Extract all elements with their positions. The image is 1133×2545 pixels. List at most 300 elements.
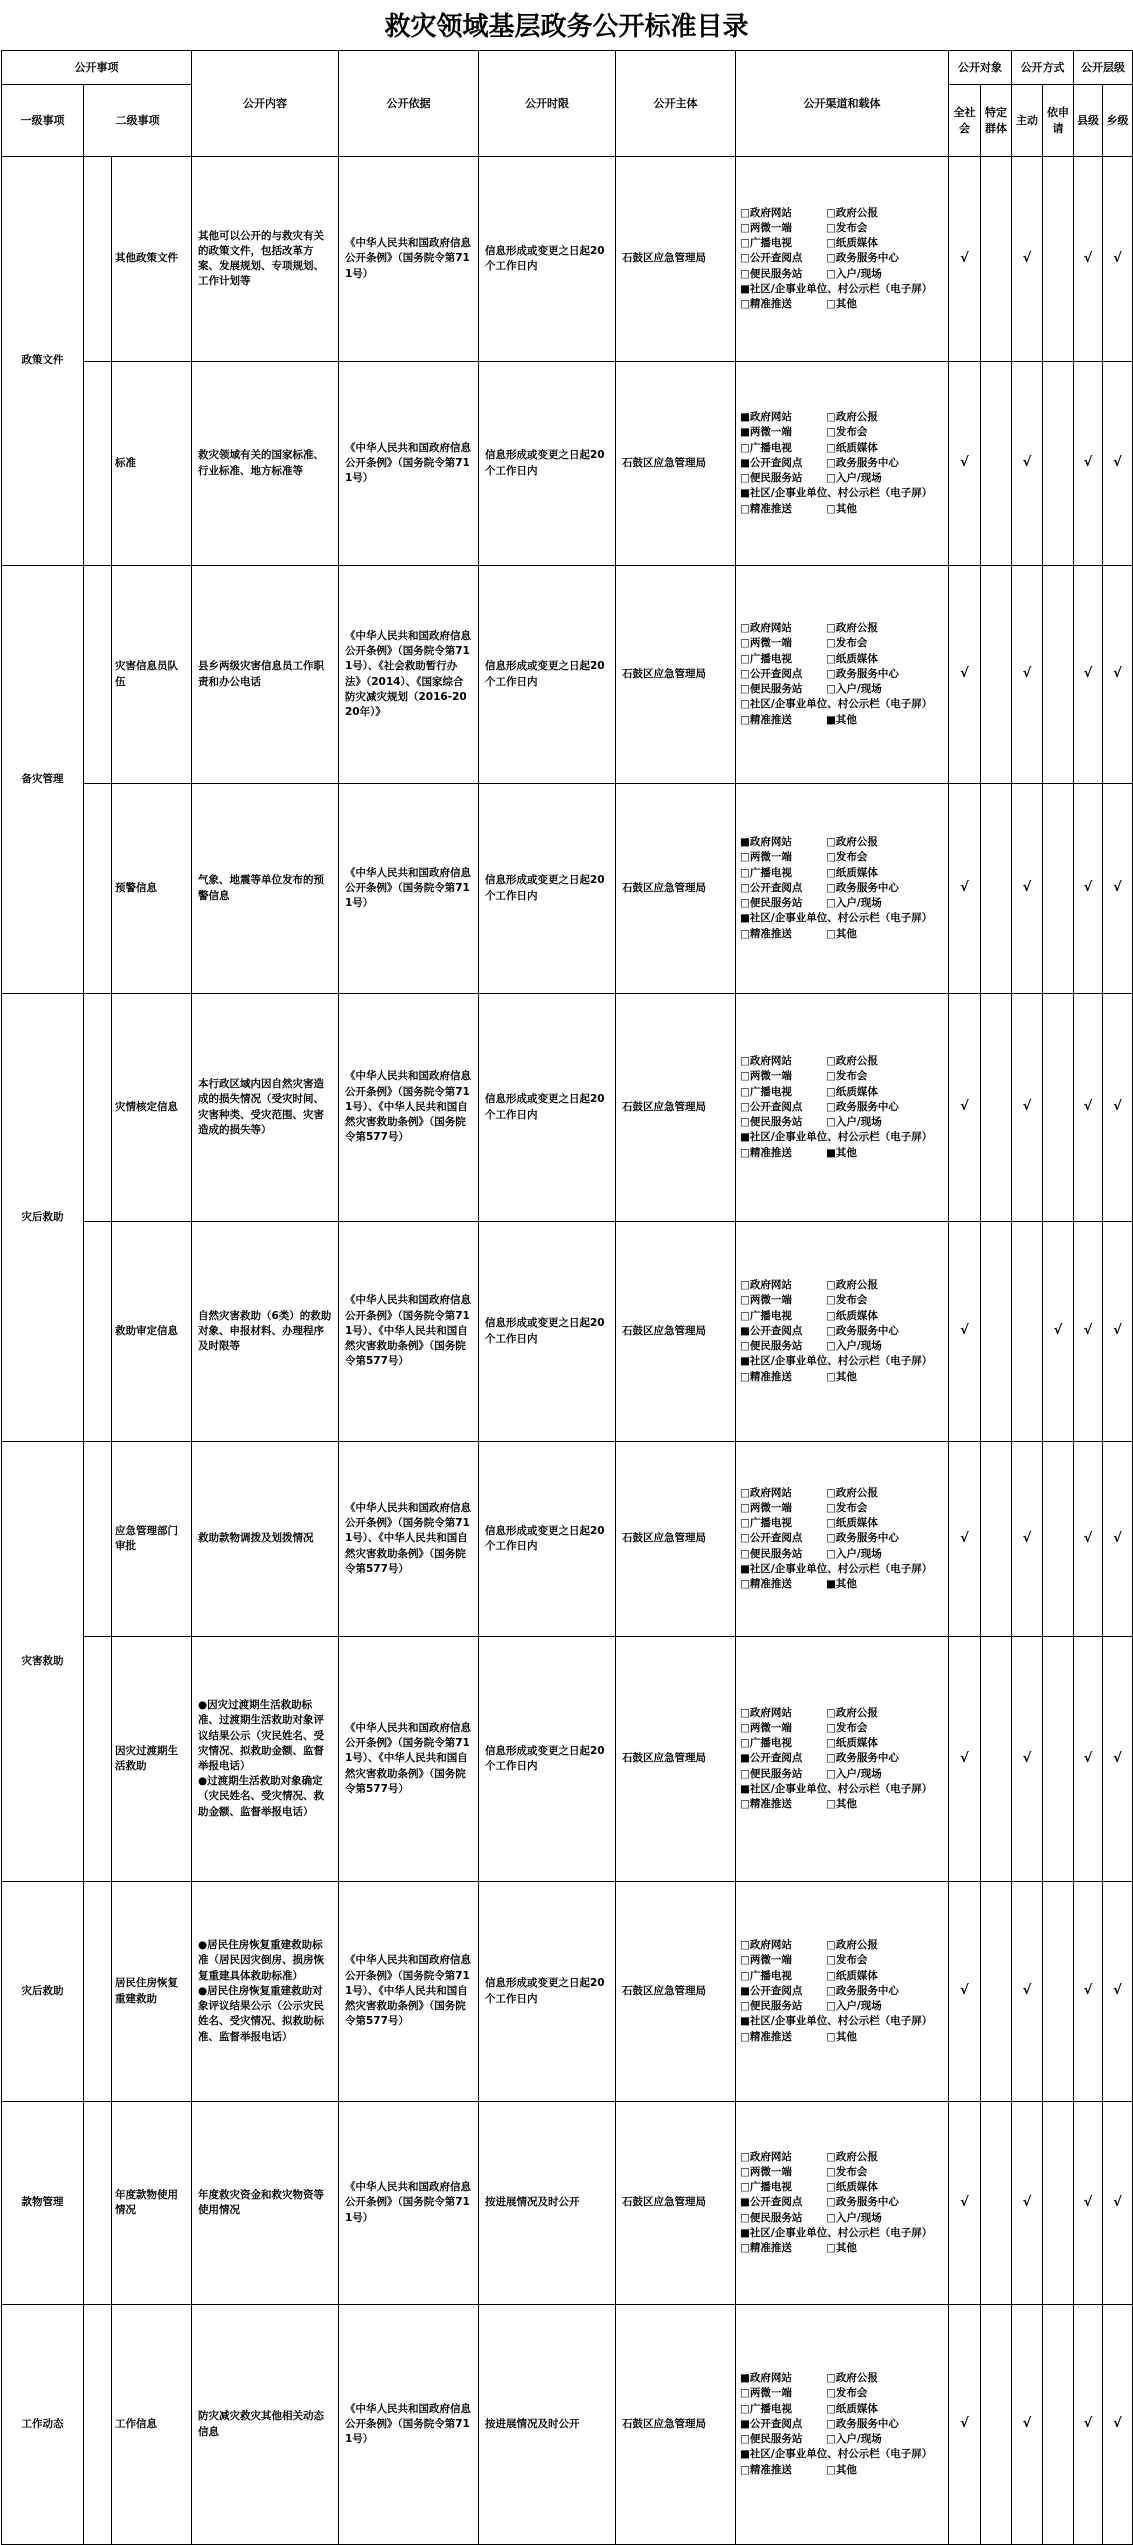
subject-cell: 石鼓区应急管理局 bbox=[616, 1222, 736, 1442]
level2-cell: 工作信息 bbox=[112, 2305, 192, 2545]
channel-option-board: ■ 公开查阅点 bbox=[740, 2195, 826, 2210]
content-cell: 救助款物调拨及划拨情况 bbox=[192, 1442, 339, 1637]
check-cell-target-all bbox=[949, 784, 981, 994]
level2-cell: 救助审定信息 bbox=[112, 1222, 192, 1442]
channel-option-service-center: □ 政务服务中心 bbox=[826, 251, 899, 266]
channel-option-press: □ 发布会 bbox=[826, 221, 867, 236]
check-mark-icon: √ bbox=[1083, 1530, 1093, 1546]
check-mark-icon: √ bbox=[1113, 2194, 1122, 2210]
check-cell-level-county bbox=[1074, 566, 1103, 784]
header-basis: 公开依据 bbox=[339, 51, 479, 157]
check-cell-method-apply bbox=[1043, 157, 1074, 362]
check-mark-icon: √ bbox=[1022, 455, 1032, 471]
level1-cell: 灾后救助 bbox=[2, 994, 84, 1442]
check-mark-icon: √ bbox=[1113, 1983, 1122, 1999]
check-mark-icon: √ bbox=[1053, 1323, 1063, 1339]
channel-option-visit: □ 入户/现场 bbox=[826, 1547, 882, 1562]
check-cell-method-active bbox=[1012, 566, 1043, 784]
check-mark-icon: √ bbox=[1083, 666, 1093, 682]
check-cell-method-active bbox=[1012, 2305, 1043, 2545]
channel-option-gov-site: □ 政府网站 bbox=[740, 1486, 826, 1501]
subject-cell: 石鼓区应急管理局 bbox=[616, 157, 736, 362]
check-mark-icon: √ bbox=[960, 250, 969, 266]
check-cell-level-town bbox=[1103, 994, 1133, 1222]
table-row bbox=[2, 1637, 1133, 1882]
channel-option-two-micro: □ 两微一端 bbox=[740, 1293, 826, 1308]
check-cell-method-active bbox=[1012, 784, 1043, 994]
channel-option-gov-site: □ 政府网站 bbox=[740, 206, 826, 221]
deadline-cell: 信息形成或变更之日起20个工作日内 bbox=[479, 362, 616, 566]
check-cell-method-apply bbox=[1043, 566, 1074, 784]
check-mark-icon: √ bbox=[1022, 2194, 1032, 2210]
check-mark-icon: √ bbox=[1113, 2416, 1122, 2432]
check-mark-icon: √ bbox=[1113, 1530, 1122, 1546]
check-cell-level-town bbox=[1103, 566, 1133, 784]
channel-option-other: ■ 其他 bbox=[826, 713, 857, 728]
deadline-cell: 信息形成或变更之日起20个工作日内 bbox=[479, 157, 616, 362]
check-mark-icon: √ bbox=[1083, 2416, 1093, 2432]
channel-option-press: □ 发布会 bbox=[826, 1069, 867, 1084]
subject-cell: 石鼓区应急管理局 bbox=[616, 362, 736, 566]
check-cell-level-county bbox=[1074, 362, 1103, 566]
check-cell-method-active bbox=[1012, 994, 1043, 1222]
check-mark-icon: √ bbox=[960, 2194, 969, 2210]
channel-option-service-point: □ 便民服务站 bbox=[740, 1115, 826, 1130]
channel-option-service-center: □ 政务服务中心 bbox=[826, 1324, 899, 1339]
table-row bbox=[2, 2305, 1133, 2545]
channel-option-gov-notice: □ 政府公报 bbox=[826, 206, 878, 221]
check-cell-method-apply bbox=[1043, 2102, 1074, 2305]
header-target: 公开对象 bbox=[949, 51, 1012, 85]
channel-option-paper: □ 纸质媒体 bbox=[826, 236, 878, 251]
indent-cell bbox=[84, 1882, 112, 2102]
channel-option-other: □ 其他 bbox=[826, 927, 857, 942]
header-method-active: 主动 bbox=[1012, 85, 1043, 157]
check-mark-icon: √ bbox=[1022, 666, 1032, 682]
channel-option-service-point: □ 便民服务站 bbox=[740, 682, 826, 697]
check-mark-icon: √ bbox=[960, 1983, 969, 1999]
check-cell-target-group bbox=[981, 1637, 1012, 1882]
check-cell-level-county bbox=[1074, 1442, 1103, 1637]
channel-option-community: □ 社区/企事业单位、村公示栏（电子屏） bbox=[740, 697, 932, 712]
channel-option-precise: □ 精准推送 bbox=[740, 1146, 826, 1161]
header-deadline: 公开时限 bbox=[479, 51, 616, 157]
channel-option-two-micro: □ 两微一端 bbox=[740, 2165, 826, 2180]
channel-option-visit: □ 入户/现场 bbox=[826, 896, 882, 911]
channel-option-community: ■ 社区/企事业单位、村公示栏（电子屏） bbox=[740, 282, 932, 297]
check-cell-method-active bbox=[1012, 1442, 1043, 1637]
check-cell-method-apply bbox=[1043, 1442, 1074, 1637]
check-cell-method-apply bbox=[1043, 784, 1074, 994]
channel-cell bbox=[736, 1637, 949, 1882]
check-cell-level-county bbox=[1074, 2305, 1103, 2545]
subject-cell: 石鼓区应急管理局 bbox=[616, 784, 736, 994]
channel-option-visit: □ 入户/现场 bbox=[826, 267, 882, 282]
channel-option-paper: □ 纸质媒体 bbox=[826, 1516, 878, 1531]
check-mark-icon: √ bbox=[1022, 1750, 1032, 1766]
channel-option-gov-notice: □ 政府公报 bbox=[826, 1486, 878, 1501]
channel-option-paper: □ 纸质媒体 bbox=[826, 2402, 878, 2417]
channel-option-broadcast: □ 广播电视 bbox=[740, 866, 826, 881]
check-cell-method-active bbox=[1012, 2102, 1043, 2305]
check-cell-level-county bbox=[1074, 1882, 1103, 2102]
content-cell: 救灾领域有关的国家标准、行业标准、地方标准等 bbox=[192, 362, 339, 566]
check-cell-level-county bbox=[1074, 2102, 1103, 2305]
check-cell-target-all bbox=[949, 1442, 981, 1637]
channel-option-board: ■ 公开查阅点 bbox=[740, 1751, 826, 1766]
channel-option-press: □ 发布会 bbox=[826, 1721, 867, 1736]
subject-cell: 石鼓区应急管理局 bbox=[616, 1442, 736, 1637]
channel-option-two-micro: □ 两微一端 bbox=[740, 221, 826, 236]
check-cell-method-apply bbox=[1043, 1637, 1074, 1882]
channel-option-broadcast: □ 广播电视 bbox=[740, 1085, 826, 1100]
check-cell-target-all bbox=[949, 1637, 981, 1882]
channel-option-other: □ 其他 bbox=[826, 1370, 857, 1385]
channel-option-broadcast: □ 广播电视 bbox=[740, 1736, 826, 1751]
level2-cell: 灾情核定信息 bbox=[112, 994, 192, 1222]
indent-cell bbox=[84, 994, 112, 1222]
channel-option-community: ■ 社区/企事业单位、村公示栏（电子屏） bbox=[740, 1130, 932, 1145]
channel-option-precise: □ 精准推送 bbox=[740, 2463, 826, 2478]
content-cell: 自然灾害救助（6类）的救助对象、申报材料、办理程序及时限等 bbox=[192, 1222, 339, 1442]
check-mark-icon: √ bbox=[960, 455, 969, 471]
channel-option-board: □ 公开查阅点 bbox=[740, 881, 826, 896]
channel-option-gov-site: □ 政府网站 bbox=[740, 621, 826, 636]
channel-option-service-point: □ 便民服务站 bbox=[740, 1547, 826, 1562]
level2-cell: 预警信息 bbox=[112, 784, 192, 994]
channel-option-gov-notice: □ 政府公报 bbox=[826, 2150, 878, 2165]
deadline-cell: 信息形成或变更之日起20个工作日内 bbox=[479, 1882, 616, 2102]
level2-cell: 因灾过渡期生活救助 bbox=[112, 1637, 192, 1882]
channel-option-gov-site: □ 政府网站 bbox=[740, 1938, 826, 1953]
basis-cell: 《中华人民共和国政府信息公开条例》（国务院令第711号）、《中华人民共和国自然灾害救助条例》（国务院令第577号） bbox=[339, 1637, 479, 1882]
check-mark-icon: √ bbox=[1022, 880, 1032, 896]
indent-cell bbox=[84, 1442, 112, 1637]
channel-option-visit: □ 入户/现场 bbox=[826, 682, 882, 697]
check-mark-icon: √ bbox=[1083, 1750, 1093, 1766]
channel-option-service-center: □ 政务服务中心 bbox=[826, 667, 899, 682]
catalog-body bbox=[2, 157, 1133, 2545]
channel-option-service-center: □ 政务服务中心 bbox=[826, 2195, 899, 2210]
header-level1: 一级事项 bbox=[2, 85, 84, 157]
check-mark-icon: √ bbox=[1113, 666, 1122, 682]
check-mark-icon: √ bbox=[1083, 1983, 1093, 1999]
header-level2: 二级事项 bbox=[84, 85, 192, 157]
channel-option-press: □ 发布会 bbox=[826, 1501, 867, 1516]
channel-option-board: □ 公开查阅点 bbox=[740, 1100, 826, 1115]
channel-option-other: □ 其他 bbox=[826, 297, 857, 312]
channel-option-gov-notice: □ 政府公报 bbox=[826, 410, 878, 425]
channel-option-press: □ 发布会 bbox=[826, 1293, 867, 1308]
channel-option-other: □ 其他 bbox=[826, 502, 857, 517]
channel-option-gov-site: □ 政府网站 bbox=[740, 1278, 826, 1293]
level1-cell: 款物管理 bbox=[2, 2102, 84, 2305]
basis-cell: 《中华人民共和国政府信息公开条例》（国务院令第711号） bbox=[339, 362, 479, 566]
channel-option-other: □ 其他 bbox=[826, 1797, 857, 1812]
catalog-table bbox=[1, 50, 1133, 2545]
header-channel: 公开渠道和载体 bbox=[736, 51, 949, 157]
check-mark-icon: √ bbox=[960, 666, 969, 682]
check-cell-method-apply bbox=[1043, 362, 1074, 566]
check-cell-method-apply bbox=[1043, 1222, 1074, 1442]
channel-option-precise: □ 精准推送 bbox=[740, 927, 826, 942]
channel-option-paper: □ 纸质媒体 bbox=[826, 1309, 878, 1324]
channel-option-other: □ 其他 bbox=[826, 2030, 857, 2045]
check-mark-icon: √ bbox=[960, 880, 969, 896]
header-level: 公开层级 bbox=[1074, 51, 1133, 85]
check-cell-target-all bbox=[949, 994, 981, 1222]
check-cell-level-town bbox=[1103, 1222, 1133, 1442]
basis-cell: 《中华人民共和国政府信息公开条例》（国务院令第711号） bbox=[339, 2102, 479, 2305]
check-mark-icon: √ bbox=[960, 1323, 969, 1339]
check-mark-icon: √ bbox=[1113, 1323, 1122, 1339]
check-cell-level-town bbox=[1103, 1637, 1133, 1882]
channel-option-gov-site: □ 政府网站 bbox=[740, 2150, 826, 2165]
indent-cell bbox=[84, 1222, 112, 1442]
check-cell-target-group bbox=[981, 2305, 1012, 2545]
basis-cell: 《中华人民共和国政府信息公开条例》（国务院令第711号）、《中华人民共和国自然灾害救助条例》（国务院令第577号） bbox=[339, 994, 479, 1222]
channel-option-broadcast: □ 广播电视 bbox=[740, 2180, 826, 2195]
subject-cell: 石鼓区应急管理局 bbox=[616, 2305, 736, 2545]
basis-cell: 《中华人民共和国政府信息公开条例》（国务院令第711号）、《中华人民共和国自然灾害救助条例》（国务院令第577号） bbox=[339, 1442, 479, 1637]
check-cell-target-group bbox=[981, 2102, 1012, 2305]
check-cell-target-group bbox=[981, 1222, 1012, 1442]
header-level-town: 乡级 bbox=[1103, 85, 1133, 157]
channel-option-service-center: □ 政务服务中心 bbox=[826, 1100, 899, 1115]
subject-cell: 石鼓区应急管理局 bbox=[616, 994, 736, 1222]
channel-cell bbox=[736, 362, 949, 566]
content-cell: 气象、地震等单位发布的预警信息 bbox=[192, 784, 339, 994]
level2-cell: 年度款物使用情况 bbox=[112, 2102, 192, 2305]
basis-cell: 《中华人民共和国政府信息公开条例》（国务院令第711号）、《中华人民共和国自然灾害救助条例》（国务院令第577号） bbox=[339, 1222, 479, 1442]
channel-option-precise: □ 精准推送 bbox=[740, 2241, 826, 2256]
channel-option-community: ■ 社区/企事业单位、村公示栏（电子屏） bbox=[740, 1562, 932, 1577]
channel-option-precise: □ 精准推送 bbox=[740, 1797, 826, 1812]
channel-cell bbox=[736, 2102, 949, 2305]
channel-option-precise: □ 精准推送 bbox=[740, 297, 826, 312]
channel-option-broadcast: □ 广播电视 bbox=[740, 1516, 826, 1531]
channel-option-precise: □ 精准推送 bbox=[740, 1370, 826, 1385]
indent-cell bbox=[84, 784, 112, 994]
subject-cell: 石鼓区应急管理局 bbox=[616, 1882, 736, 2102]
header-target-all: 全社会 bbox=[949, 85, 981, 157]
level1-cell: 政策文件 bbox=[2, 157, 84, 566]
channel-option-service-point: □ 便民服务站 bbox=[740, 1999, 826, 2014]
content-cell: ●因灾过渡期生活救助标准、过渡期生活救助对象评议结果公示（灾民姓名、受灾情况、拟救助金额、监督举报电话） ●过渡期生活救助对象确定（灾民姓名、受灾情况、救助金额、监督举报电话） bbox=[192, 1637, 339, 1882]
table-row bbox=[2, 362, 1133, 566]
channel-option-two-micro: □ 两微一端 bbox=[740, 636, 826, 651]
basis-cell: 《中华人民共和国政府信息公开条例》（国务院令第711号）、《中华人民共和国自然灾害救助条例》（国务院令第577号） bbox=[339, 1882, 479, 2102]
check-mark-icon: √ bbox=[960, 1530, 969, 1546]
channel-option-paper: □ 纸质媒体 bbox=[826, 2180, 878, 2195]
check-cell-level-town bbox=[1103, 1442, 1133, 1637]
channel-option-gov-notice: □ 政府公报 bbox=[826, 1054, 878, 1069]
basis-cell: 《中华人民共和国政府信息公开条例》（国务院令第711号） bbox=[339, 784, 479, 994]
basis-cell: 《中华人民共和国政府信息公开条例》（国务院令第711号） bbox=[339, 157, 479, 362]
check-mark-icon: √ bbox=[1022, 1983, 1032, 1999]
check-mark-icon: √ bbox=[1113, 880, 1122, 896]
table-row bbox=[2, 1882, 1133, 2102]
channel-option-service-point: □ 便民服务站 bbox=[740, 267, 826, 282]
basis-cell: 《中华人民共和国政府信息公开条例》（国务院令第711号） bbox=[339, 2305, 479, 2545]
channel-option-visit: □ 入户/现场 bbox=[826, 1339, 882, 1354]
check-cell-level-county bbox=[1074, 157, 1103, 362]
channel-option-gov-site: □ 政府网站 bbox=[740, 1706, 826, 1721]
channel-option-press: □ 发布会 bbox=[826, 636, 867, 651]
channel-option-visit: □ 入户/现场 bbox=[826, 2432, 882, 2447]
channel-option-visit: □ 入户/现场 bbox=[826, 2211, 882, 2226]
table-row bbox=[2, 1222, 1133, 1442]
channel-option-paper: □ 纸质媒体 bbox=[826, 1969, 878, 1984]
channel-option-broadcast: □ 广播电视 bbox=[740, 441, 826, 456]
indent-cell bbox=[84, 1637, 112, 1882]
channel-option-service-center: □ 政务服务中心 bbox=[826, 1751, 899, 1766]
channel-cell bbox=[736, 1442, 949, 1637]
subject-cell: 石鼓区应急管理局 bbox=[616, 2102, 736, 2305]
channel-option-board: ■ 公开查阅点 bbox=[740, 456, 826, 471]
check-mark-icon: √ bbox=[1083, 1323, 1093, 1339]
content-cell: 本行政区域内因自然灾害造成的损失情况（受灾时间、灾害种类、受灾范围、灾害造成的损失等） bbox=[192, 994, 339, 1222]
check-cell-method-apply bbox=[1043, 1882, 1074, 2102]
deadline-cell: 信息形成或变更之日起20个工作日内 bbox=[479, 1637, 616, 1882]
indent-cell bbox=[84, 362, 112, 566]
indent-cell bbox=[84, 566, 112, 784]
channel-option-service-center: □ 政务服务中心 bbox=[826, 881, 899, 896]
channel-option-gov-notice: □ 政府公报 bbox=[826, 835, 878, 850]
channel-option-service-point: □ 便民服务站 bbox=[740, 1339, 826, 1354]
level1-cell: 灾后救助 bbox=[2, 1882, 84, 2102]
channel-option-service-point: □ 便民服务站 bbox=[740, 1767, 826, 1782]
channel-option-community: ■ 社区/企事业单位、村公示栏（电子屏） bbox=[740, 2226, 932, 2241]
channel-option-two-micro: ■ 两微一端 bbox=[740, 425, 826, 440]
channel-option-broadcast: □ 广播电视 bbox=[740, 1309, 826, 1324]
check-cell-method-active bbox=[1012, 1637, 1043, 1882]
channel-option-community: ■ 社区/企事业单位、村公示栏（电子屏） bbox=[740, 1354, 932, 1369]
channel-cell bbox=[736, 2305, 949, 2545]
channel-cell bbox=[736, 994, 949, 1222]
level2-cell: 应急管理部门审批 bbox=[112, 1442, 192, 1637]
channel-option-service-center: □ 政务服务中心 bbox=[826, 2417, 899, 2432]
table-row bbox=[2, 157, 1133, 362]
level1-cell: 工作动态 bbox=[2, 2305, 84, 2545]
subject-cell: 石鼓区应急管理局 bbox=[616, 1637, 736, 1882]
content-cell: 年度救灾资金和救灾物资等使用情况 bbox=[192, 2102, 339, 2305]
channel-option-precise: □ 精准推送 bbox=[740, 502, 826, 517]
check-cell-target-all bbox=[949, 2305, 981, 2545]
check-cell-method-active bbox=[1012, 157, 1043, 362]
channel-option-paper: □ 纸质媒体 bbox=[826, 1736, 878, 1751]
page-title: 救灾领域基层政务公开标准目录 bbox=[384, 12, 749, 42]
channel-option-gov-notice: □ 政府公报 bbox=[826, 1706, 878, 1721]
header-open-items: 公开事项 bbox=[2, 51, 192, 85]
channel-option-gov-site: ■ 政府网站 bbox=[740, 835, 826, 850]
header-method-apply: 依申请 bbox=[1043, 85, 1074, 157]
check-mark-icon: √ bbox=[960, 1099, 969, 1115]
check-cell-level-town bbox=[1103, 784, 1133, 994]
check-mark-icon: √ bbox=[1113, 250, 1122, 266]
channel-option-service-point: □ 便民服务站 bbox=[740, 896, 826, 911]
check-cell-method-active bbox=[1012, 362, 1043, 566]
channel-option-board: □ 公开查阅点 bbox=[740, 251, 826, 266]
check-mark-icon: √ bbox=[960, 2416, 969, 2432]
table-row bbox=[2, 784, 1133, 994]
deadline-cell: 按进展情况及时公开 bbox=[479, 2102, 616, 2305]
channel-option-two-micro: □ 两微一端 bbox=[740, 1501, 826, 1516]
header-target-group: 特定群体 bbox=[981, 85, 1012, 157]
content-cell: ●居民住房恢复重建救助标准（居民因灾倒房、损房恢复重建具体救助标准） ●居民住房恢复重建救助对象评议结果公示（公示灾民姓名、受灾情况、拟救助标准、监督举报电话） bbox=[192, 1882, 339, 2102]
check-mark-icon: √ bbox=[1022, 1530, 1032, 1546]
check-cell-method-apply bbox=[1043, 994, 1074, 1222]
check-cell-target-group bbox=[981, 994, 1012, 1222]
check-cell-method-active bbox=[1012, 1882, 1043, 2102]
check-mark-icon: √ bbox=[1083, 2194, 1093, 2210]
channel-option-broadcast: □ 广播电视 bbox=[740, 652, 826, 667]
check-cell-target-all bbox=[949, 157, 981, 362]
check-cell-method-apply bbox=[1043, 2305, 1074, 2545]
channel-option-two-micro: □ 两微一端 bbox=[740, 850, 826, 865]
channel-option-other: □ 其他 bbox=[826, 2241, 857, 2256]
level2-cell: 居民住房恢复重建救助 bbox=[112, 1882, 192, 2102]
channel-option-visit: □ 入户/现场 bbox=[826, 471, 882, 486]
channel-option-board: □ 公开查阅点 bbox=[740, 1531, 826, 1546]
level2-cell: 其他政策文件 bbox=[112, 157, 192, 362]
channel-option-press: □ 发布会 bbox=[826, 850, 867, 865]
channel-option-community: ■ 社区/企事业单位、村公示栏（电子屏） bbox=[740, 911, 932, 926]
check-cell-target-all bbox=[949, 1882, 981, 2102]
header-level-county: 县级 bbox=[1074, 85, 1103, 157]
channel-option-board: ■ 公开查阅点 bbox=[740, 2417, 826, 2432]
channel-option-precise: □ 精准推送 bbox=[740, 1577, 826, 1592]
channel-option-service-center: □ 政务服务中心 bbox=[826, 1984, 899, 1999]
header-subject: 公开主体 bbox=[616, 51, 736, 157]
check-mark-icon: √ bbox=[1083, 880, 1093, 896]
deadline-cell: 信息形成或变更之日起20个工作日内 bbox=[479, 1442, 616, 1637]
check-cell-target-group bbox=[981, 566, 1012, 784]
channel-option-community: ■ 社区/企事业单位、村公示栏（电子屏） bbox=[740, 1782, 932, 1797]
channel-option-two-micro: □ 两微一端 bbox=[740, 1953, 826, 1968]
channel-option-visit: □ 入户/现场 bbox=[826, 1767, 882, 1782]
subject-cell: 石鼓区应急管理局 bbox=[616, 566, 736, 784]
check-cell-level-town bbox=[1103, 1882, 1133, 2102]
content-cell: 防灾减灾救灾其他相关动态信息 bbox=[192, 2305, 339, 2545]
channel-option-broadcast: □ 广播电视 bbox=[740, 236, 826, 251]
check-cell-level-county bbox=[1074, 1637, 1103, 1882]
channel-option-service-center: □ 政务服务中心 bbox=[826, 456, 899, 471]
check-cell-target-group bbox=[981, 1882, 1012, 2102]
channel-option-gov-notice: □ 政府公报 bbox=[826, 2371, 878, 2386]
channel-option-service-point: □ 便民服务站 bbox=[740, 2211, 826, 2226]
channel-cell bbox=[736, 784, 949, 994]
channel-option-press: □ 发布会 bbox=[826, 2165, 867, 2180]
check-mark-icon: √ bbox=[1113, 1750, 1122, 1766]
channel-option-other: ■ 其他 bbox=[826, 1577, 857, 1592]
channel-option-gov-notice: □ 政府公报 bbox=[826, 1938, 878, 1953]
channel-option-community: ■ 社区/企事业单位、村公示栏（电子屏） bbox=[740, 2014, 932, 2029]
header-method: 公开方式 bbox=[1012, 51, 1074, 85]
channel-option-paper: □ 纸质媒体 bbox=[826, 866, 878, 881]
check-cell-level-town bbox=[1103, 362, 1133, 566]
channel-option-service-point: □ 便民服务站 bbox=[740, 2432, 826, 2447]
table-row bbox=[2, 994, 1133, 1222]
channel-option-broadcast: □ 广播电视 bbox=[740, 2402, 826, 2417]
check-mark-icon: √ bbox=[1022, 1099, 1032, 1115]
table-row bbox=[2, 566, 1133, 784]
check-cell-target-group bbox=[981, 784, 1012, 994]
basis-cell: 《中华人民共和国政府信息公开条例》（国务院令第711号）、《社会救助暂行办法》（2014）、《国家综合防灾减灾规划（2016-2020年）》 bbox=[339, 566, 479, 784]
check-cell-level-county bbox=[1074, 1222, 1103, 1442]
channel-option-service-point: □ 便民服务站 bbox=[740, 471, 826, 486]
check-mark-icon: √ bbox=[1022, 250, 1032, 266]
